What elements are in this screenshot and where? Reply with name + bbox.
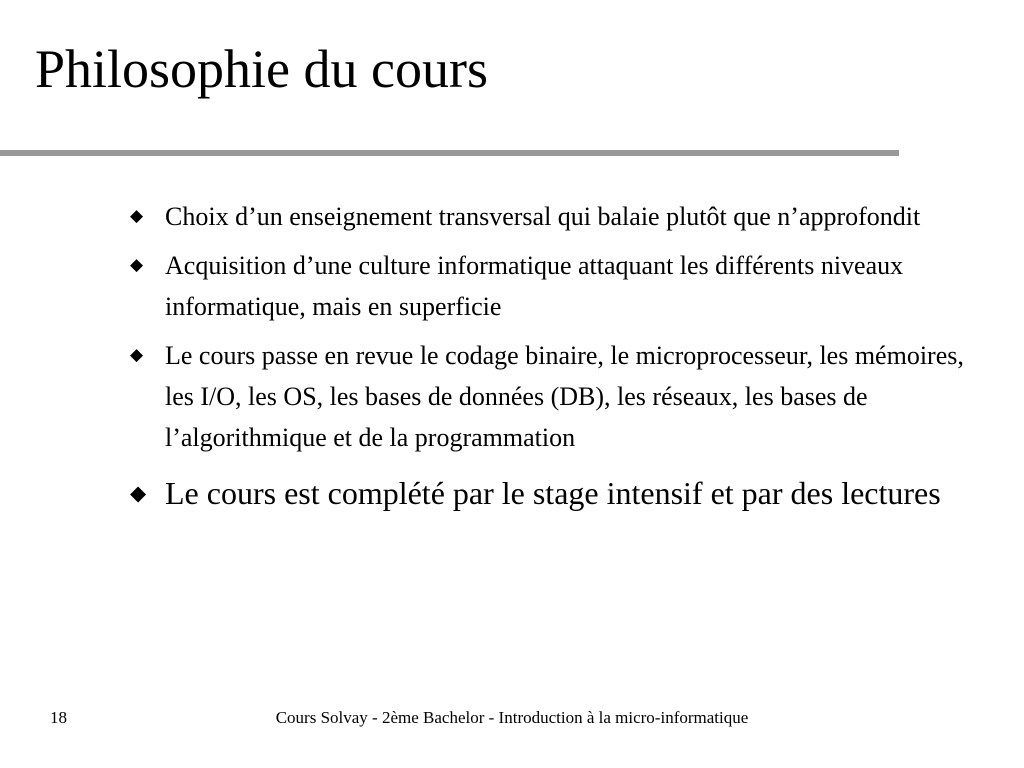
diamond-bullet-icon: ◆ [130, 345, 144, 365]
slide-title: Philosophie du cours [35, 39, 488, 99]
bullet-text: Choix d’un enseignement transversal qui balaie plutôt que n’approfondit [165, 202, 921, 231]
title-divider [0, 150, 899, 156]
diamond-bullet-icon: ◆ [130, 481, 147, 505]
bullet-item [128, 245, 968, 327]
page-number: 18 [50, 708, 67, 727]
footer-text: Cours Solvay - 2ème Bachelor - Introduction à la micro-informatique [275, 708, 749, 727]
bullet-text: Le cours passe en revue le codage binaire, le microprocesseur, les mémoires, les I/O, les OS, les bases de données (DB), les réseaux, les bases de l’algorithmique et de la programmation [165, 341, 964, 452]
bullet-list [128, 196, 968, 524]
bullet-item [128, 470, 968, 516]
bullet-item [128, 335, 968, 458]
bullet-text: Acquisition d’une culture informatique attaquant les différents niveaux informatique, mais en superficie [165, 251, 904, 321]
diamond-bullet-icon: ◆ [130, 206, 144, 226]
diamond-bullet-icon: ◆ [130, 255, 144, 275]
bullet-item [128, 196, 968, 237]
bullet-text: Le cours est complété par le stage intensif et par des lectures [165, 475, 941, 511]
